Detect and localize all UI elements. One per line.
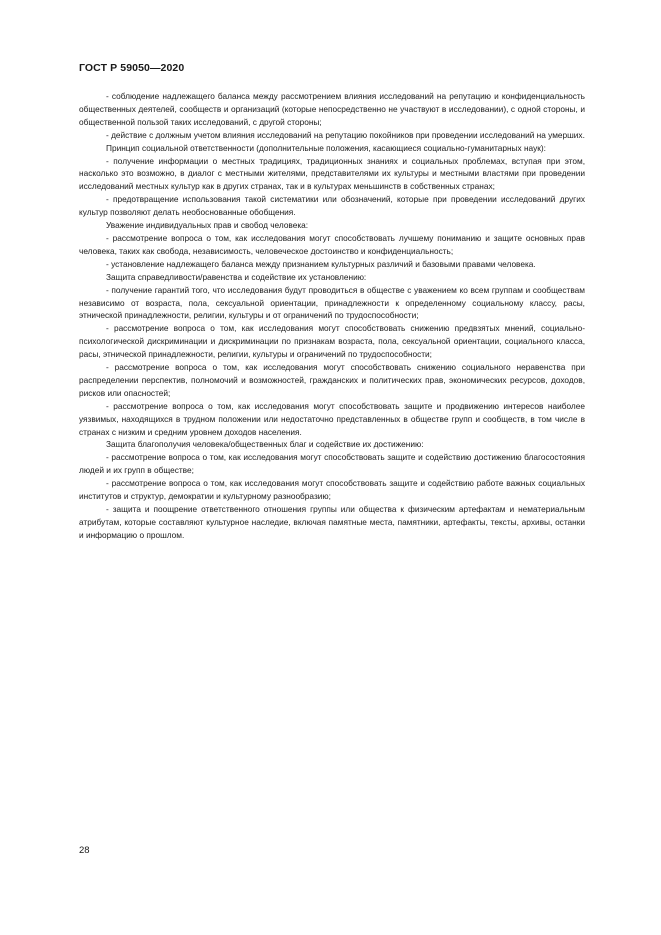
paragraph: Защита справедливости/равенства и содействие их установлению:	[106, 271, 367, 282]
document-code: ГОСТ Р 59050—2020	[79, 62, 185, 74]
paragraph: - рассмотрение вопроса о том, как исследования могут способствовать защите и содействию достижению благосостояния людей и их групп в обществе;	[79, 452, 585, 476]
paragraph: Защита благополучия человека/общественных благ и содействие их достижению:	[106, 439, 424, 450]
paragraph: - рассмотрение вопроса о том, как исследования могут способствовать снижению социального неравенства при распределении перспектив, полномочий и возможностей, гражданских и политических прав, экономических ресурсов, доходов, рисков или опасностей;	[79, 362, 585, 398]
document-body	[79, 90, 585, 542]
paragraph: - рассмотрение вопроса о том, как исследования могут способствовать защите и содействию работе важных социальных институтов и структур, демократии и культурному разнообразию;	[79, 478, 585, 502]
paragraph: - предотвращение использования такой систематики или обозначений, которые при проведении исследований других культур позволяют делать необоснованные обобщения.	[79, 194, 585, 218]
paragraph: - получение гарантий того, что исследования будут проводиться в обществе с уважением ко всем группам и сообществам независимо от возраста, пола, сексуальной ориентации, принадлежности к определенному социальному классу, расы, этнической принадлежности, религии, культуры и от ограничений по трудоспособности;	[79, 284, 585, 321]
paragraph: - рассмотрение вопроса о том, как исследования могут способствовать защите и продвижению интересов наиболее уязвимых, находящихся в трудном положении или недостаточно представленных в обществе групп и сообществ, в том числе в странах с низким и средним уровнем доходов населения.	[79, 400, 585, 437]
paragraph: - соблюдение надлежащего баланса между рассмотрением влияния исследований на репутацию и конфиденциальность общественных деятелей, сообществ и организаций (которые непосредственно не участвуют в исследовании), с одной стороны, и общественной пользой таких исследований, с другой стороны;	[79, 91, 585, 127]
paragraph: - получение информации о местных традициях, традиционных знаниях и социальных проблемах, вступая при этом, насколько это возможно, в диалог с местными жителями, представителями их культуры и местными властями при проведении исследований местных культур как в других странах, так и в культурах меньшинств в собственных странах;	[79, 155, 585, 192]
paragraph: - установление надлежащего баланса между признанием культурных различий и базовыми правами человека.	[106, 258, 536, 269]
paragraph: - рассмотрение вопроса о том, как исследования могут способствовать лучшему пониманию и защите основных прав человека, таких как свобода, независимость, человеческое достоинство и конфиденциальность;	[79, 232, 585, 256]
paragraph: Принцип социальной ответственности (дополнительные положения, касающиеся социально-гуманитарных наук):	[106, 142, 546, 153]
paragraph: Уважение индивидуальных прав и свобод человека:	[106, 220, 309, 231]
paragraph: - защита и поощрение ответственного отношения группы или общества к физическим артефактам и нематериальным атрибутам, которые составляют культурное наследие, включая памятные места, памятники, артефакты, тексты, архивы, останки и информацию о прошлом.	[79, 504, 585, 540]
paragraph: - действие с должным учетом влияния исследований на репутацию покойников при проведении исследований на умерших.	[106, 129, 585, 140]
paragraph: - рассмотрение вопроса о том, как исследования могут способствовать снижению предвзятых мнений, социально-психологической дискриминации и дискриминации по признакам возраста, пола, сексуальной ориентации, социального класса, расы, этнической принадлежности, религии, культуры и ограничений по трудоспособности;	[79, 323, 585, 360]
page-number: 28	[79, 845, 90, 856]
